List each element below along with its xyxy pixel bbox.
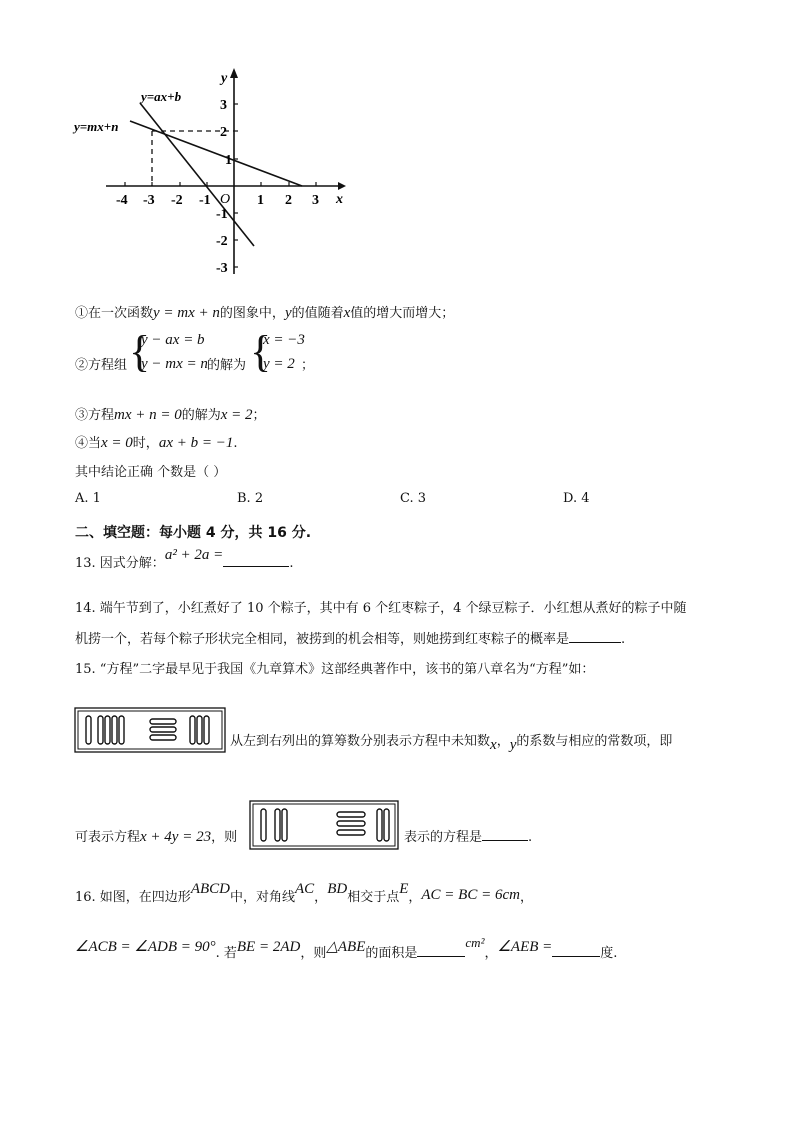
q14-answer-blank[interactable] bbox=[569, 630, 621, 643]
line-ax-plus-b bbox=[140, 103, 254, 246]
y-axis-label: y bbox=[221, 71, 228, 86]
q15-answer-blank[interactable] bbox=[482, 828, 528, 841]
x-axis-arrow bbox=[338, 182, 346, 190]
question-15-line-3b: 表示的方程是 . bbox=[404, 830, 533, 845]
y-tick-label: 1 bbox=[225, 153, 232, 168]
statement-1-equation: y = mx + n bbox=[153, 305, 220, 321]
q13-answer-blank[interactable] bbox=[223, 554, 289, 567]
question-line: 其中结论正确 个数是（ ） bbox=[75, 465, 227, 480]
y-axis-arrow bbox=[230, 68, 238, 78]
question-15-line-3a: 可表示方程x + 4y = 23，则 bbox=[75, 829, 238, 845]
question-16-line-2: ∠ACB = ∠ADB = 90°. 若BE = 2AD，则△ABE的面积是cm²，∠AEB = 度. bbox=[75, 935, 618, 961]
section-title: 二、填空题：每小题 4 分，共 16 分. bbox=[75, 525, 312, 541]
y-tick-label: 3 bbox=[220, 98, 227, 113]
system-row-2: y − mx = n bbox=[141, 356, 208, 372]
statement-1: ①在一次函数y = mx + n的图象中，y的值随着x值的增大而增大； bbox=[75, 305, 455, 321]
label-ax-plus-b: y=ax+b bbox=[141, 89, 182, 104]
question-14-line-2: 机捞一个，若每个粽子形状完全相同，被捞到的机会相等，则她捞到红枣粽子的概率是 . bbox=[75, 632, 626, 647]
y-tick-label: -2 bbox=[216, 234, 228, 249]
x-tick-label: 2 bbox=[285, 193, 292, 208]
solution-row-1: x = −3 bbox=[263, 332, 305, 348]
question-15-line-1: 15. “方程”二字最早见于我国《九章算术》这部经典著作中，该书的第八章名为“方程”如： bbox=[75, 662, 595, 677]
x-tick-label: 1 bbox=[257, 193, 264, 208]
counting-rods-example bbox=[74, 707, 226, 753]
origin-label: O bbox=[220, 192, 231, 207]
x-tick-label: -3 bbox=[143, 193, 155, 208]
x-axis-label: x bbox=[336, 192, 343, 207]
question-16-line-1: 16. 如图，在四边形ABCD中，对角线AC，BD相交于点E，AC = BC = 6cm， bbox=[75, 881, 533, 905]
left-brace: { bbox=[129, 327, 151, 376]
linear-functions-graph bbox=[70, 64, 360, 279]
left-brace: { bbox=[250, 327, 272, 376]
x-tick-label: -1 bbox=[199, 193, 211, 208]
question-14-line-1: 14. 端午节到了，小红煮好了 10 个粽子，其中有 6 个红枣粽子，4 个绿豆粽子．小红想从煮好的粽子中随 bbox=[75, 601, 687, 616]
x-tick-label: -4 bbox=[116, 193, 128, 208]
option-c: C. 3 bbox=[400, 491, 427, 506]
q16-area-blank[interactable] bbox=[417, 944, 465, 957]
x-tick-label: -2 bbox=[171, 193, 183, 208]
y-tick-label: 2 bbox=[220, 125, 227, 140]
label-mx-plus-n: y=mx+n bbox=[74, 119, 119, 134]
x-tick-label: 3 bbox=[312, 193, 319, 208]
option-d: D. 4 bbox=[563, 491, 590, 506]
system-row-1: y − ax = b bbox=[141, 332, 205, 348]
q16-angle-blank[interactable] bbox=[552, 944, 600, 957]
statement-4: ④当x = 0时，ax + b = −1. bbox=[75, 435, 238, 451]
q13-expression: a² + 2a = bbox=[164, 547, 224, 563]
option-b: B. 2 bbox=[237, 491, 264, 506]
question-13: 13. 因式分解：a² + 2a =. bbox=[75, 547, 294, 571]
y-tick-label: -1 bbox=[216, 207, 228, 222]
example-equation: x + 4y = 23 bbox=[140, 829, 212, 845]
counting-rods-question bbox=[249, 800, 399, 850]
statement-3: ③方程mx + n = 0的解为x = 2； bbox=[75, 407, 266, 423]
y-tick-label: -3 bbox=[216, 261, 228, 276]
option-a: A. 1 bbox=[75, 491, 101, 506]
solution-row-2: y = 2 bbox=[263, 356, 295, 372]
question-15-line-2: 从左到右列出的算筹数分别表示方程中未知数x，y的系数与相应的常数项，即 bbox=[230, 734, 673, 753]
